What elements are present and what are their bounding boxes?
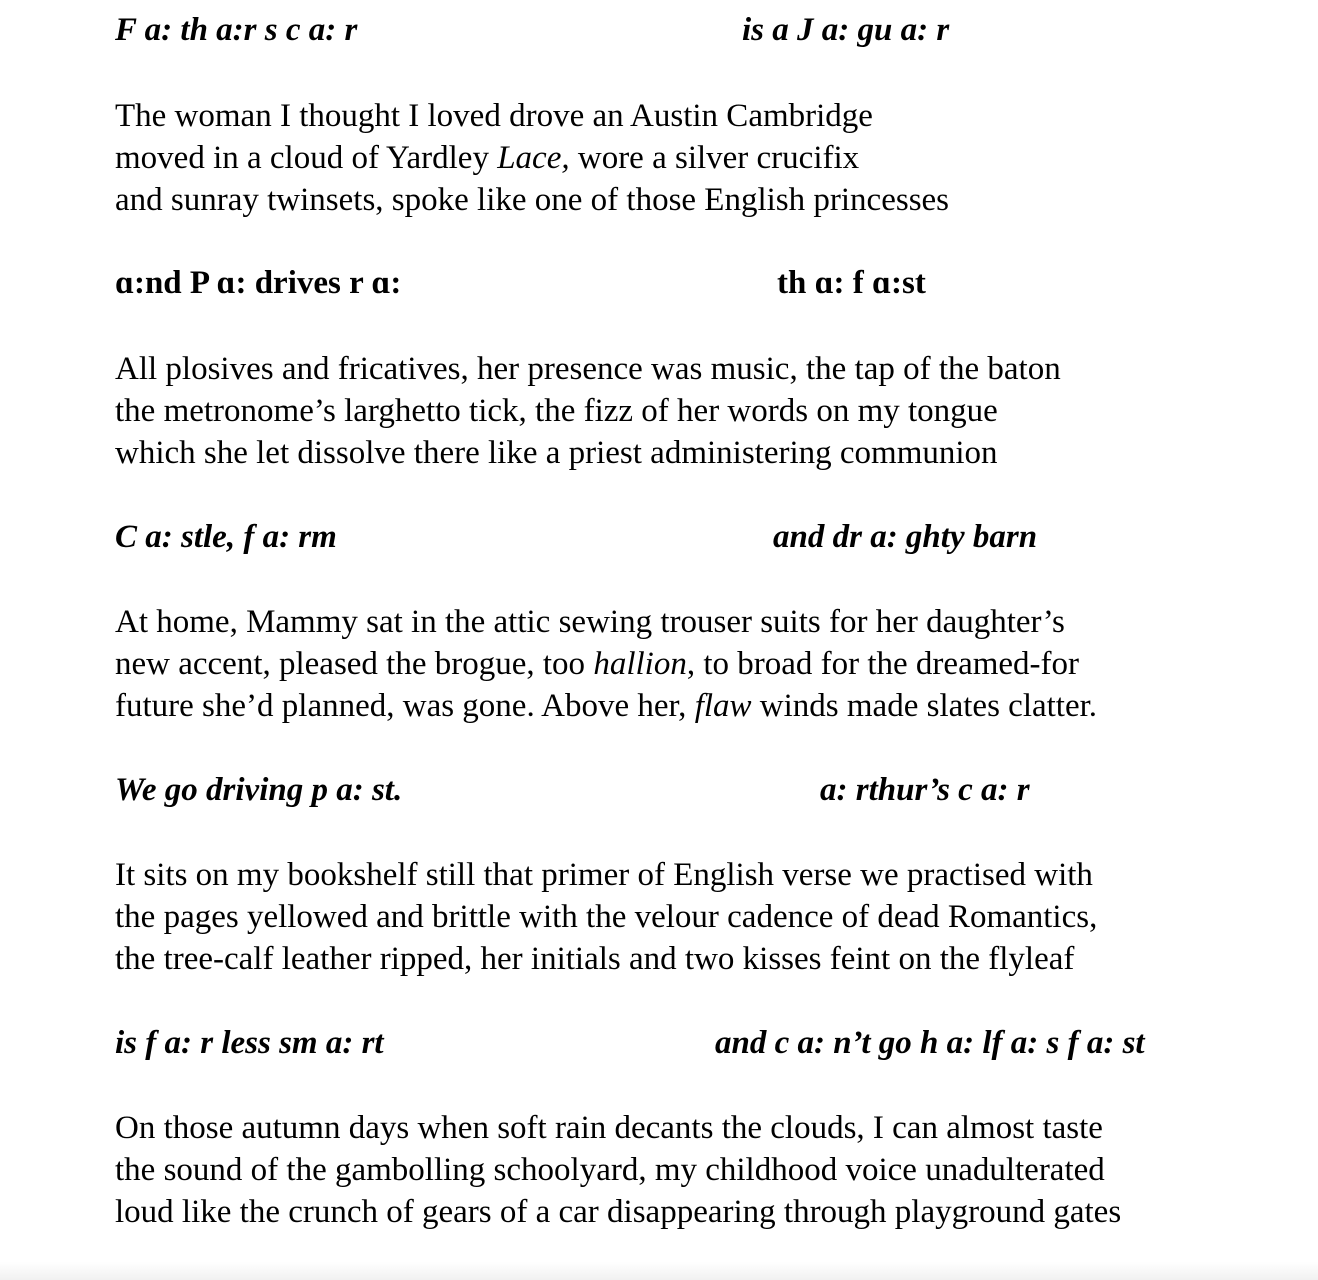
poem-line: and sunray twinsets, spoke like one of those English princesses — [115, 182, 950, 218]
poem-page — [115, 0, 1305, 1262]
refrain-left: is f a: r less sm a: rt — [115, 1025, 384, 1061]
refrain-left: ɑ:nd P ɑ: drives r ɑ: — [115, 265, 402, 301]
poem-line: the tree-calf leather ripped, her initials and two kisses feint on the flyleaf — [115, 941, 1075, 977]
stanza-1 — [115, 95, 1305, 221]
poem-line: the metronome’s larghetto tick, the fizz of her words on my tongue — [115, 393, 998, 429]
refrain-right: and c a: n’t go h a: lf a: s f a: st — [715, 1025, 1145, 1061]
refrain-left: C a: stle, f a: rm — [115, 519, 337, 555]
poem-line: The woman I thought I loved drove an Austin Cambridge — [115, 98, 873, 134]
refrain-5 — [115, 1023, 1295, 1063]
refrain-left: We go driving p a: st. — [115, 772, 403, 808]
stanza-4 — [115, 854, 1305, 980]
refrain-4 — [115, 770, 1295, 810]
italic-word: flaw — [694, 688, 752, 724]
poem-line: On those autumn days when soft rain decants the clouds, I can almost taste — [115, 1110, 1103, 1146]
poem-line: future she’d planned, was gone. Above her, flaw winds made slates clatter. — [115, 688, 1098, 724]
poem-line: the sound of the gambolling schoolyard, my childhood voice unadulterated — [115, 1152, 1105, 1188]
refrain-left: F a: th a:r s c a: r — [115, 12, 358, 48]
refrain-1 — [115, 10, 1295, 50]
refrain-right: and dr a: ghty barn — [773, 519, 1038, 555]
stanza-5 — [115, 1107, 1305, 1233]
poem-line: It sits on my bookshelf still that primer of English verse we practised with — [115, 857, 1093, 893]
refrain-3 — [115, 517, 1295, 557]
poem-line: All plosives and fricatives, her presence was music, the tap of the baton — [115, 351, 1061, 387]
poem-line: At home, Mammy sat in the attic sewing trouser suits for her daughter’s — [115, 604, 1065, 640]
refrain-2 — [115, 263, 1295, 303]
stanza-2 — [115, 348, 1305, 474]
page-bottom-edge — [0, 1262, 1318, 1280]
poem-line: new accent, pleased the brogue, too hallion, to broad for the dreamed-for — [115, 646, 1079, 682]
refrain-right: th ɑ: f ɑ:st — [777, 265, 926, 301]
italic-word: hallion — [593, 646, 687, 682]
stanza-3 — [115, 601, 1305, 727]
poem-line: which she let dissolve there like a priest administering communion — [115, 435, 998, 471]
refrain-right: is a J a: gu a: r — [742, 12, 950, 48]
poem-line: the pages yellowed and brittle with the velour cadence of dead Romantics, — [115, 899, 1098, 935]
refrain-right: a: rthur’s c a: r — [820, 772, 1030, 808]
poem-line: loud like the crunch of gears of a car disappearing through playground gates — [115, 1194, 1122, 1230]
poem-line: moved in a cloud of Yardley Lace, wore a silver crucifix — [115, 140, 860, 176]
italic-word: Lace, — [497, 140, 570, 176]
